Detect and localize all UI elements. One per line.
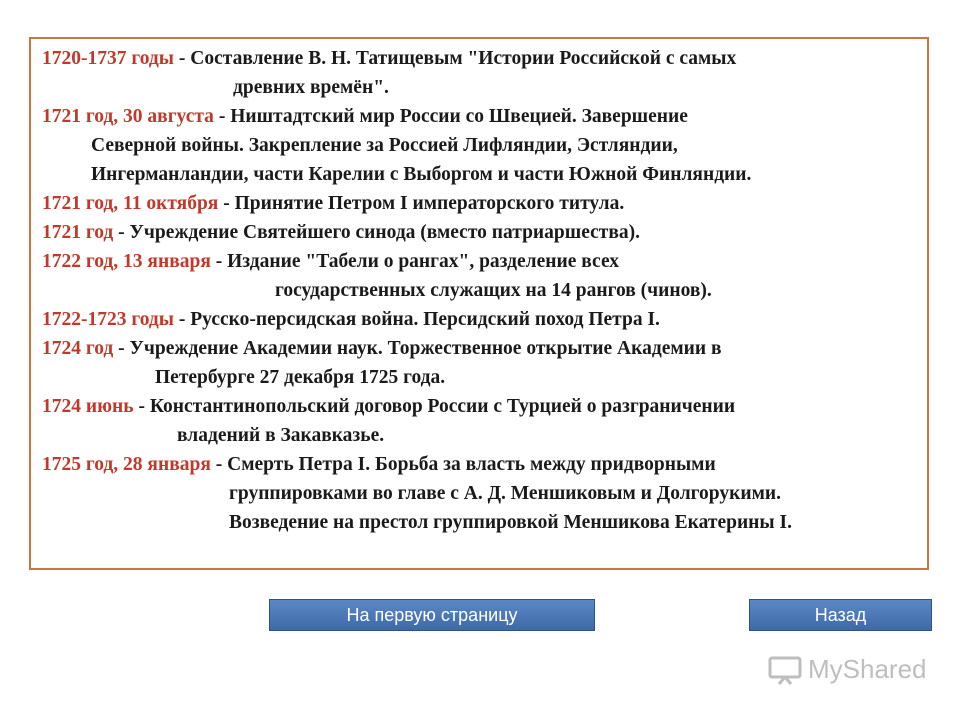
event-emperor-title: 1721 год, 11 октября - Принятие Петром I императорского титула. bbox=[42, 193, 625, 214]
event-peter-death-line-3: Возведение на престол группировкой Меншикова Екатерины I. bbox=[229, 512, 792, 533]
event-academy-line-1: 1724 год - Учреждение Академии наук. Торжественное открытие Академии в bbox=[42, 338, 722, 359]
event-nystad-line-1: 1721 год, 30 августа - Ништадтский мир России со Швецией. Завершение bbox=[42, 106, 688, 127]
event-synod: 1721 год - Учреждение Святейшего синода (вместо патриаршества). bbox=[42, 222, 640, 243]
event-nystad-line-3: Ингерманландии, части Карелии с Выборгом и части Южной Финляндии. bbox=[91, 164, 752, 185]
event-table-of-ranks-line-2: государственных служащих на 14 рангов (чинов). bbox=[275, 280, 712, 301]
event-peter-death-line-1: 1725 год, 28 января - Смерть Петра I. Борьба за власть между придворными bbox=[42, 454, 716, 475]
presentation-board-icon bbox=[768, 655, 802, 685]
event-constantinople-line-1: 1724 июнь - Константинопольский договор России с Турцией о разграничении bbox=[42, 396, 736, 417]
event-persian-war: 1722-1723 годы - Русско-персидская война. Персидский поход Петра I. bbox=[42, 309, 660, 330]
event-1720-line-2: древних времён". bbox=[233, 77, 389, 98]
timeline-box bbox=[29, 37, 929, 570]
event-academy-line-2: Петербурге 27 декабря 1725 года. bbox=[155, 367, 446, 388]
event-table-of-ranks-line-1: 1722 год, 13 января - Издание "Табели о рангах", разделение всех bbox=[42, 251, 619, 272]
event-constantinople-line-2: владений в Закавказье. bbox=[177, 425, 385, 446]
myshared-watermark bbox=[768, 654, 927, 685]
event-nystad-line-2: Северной войны. Закрепление за Россией Лифляндии, Эстляндии, bbox=[91, 135, 678, 156]
event-1720-line-1: 1720-1737 годы - Составление В. Н. Татищевым "Истории Российской с самых bbox=[42, 48, 737, 69]
first-page-button[interactable]: На первую страницу bbox=[269, 599, 595, 631]
watermark-text: MyShared bbox=[808, 654, 927, 684]
event-peter-death-line-2: группировками во главе с А. Д. Меншиковым и Долгорукими. bbox=[229, 483, 781, 504]
back-button[interactable]: Назад bbox=[749, 599, 932, 631]
